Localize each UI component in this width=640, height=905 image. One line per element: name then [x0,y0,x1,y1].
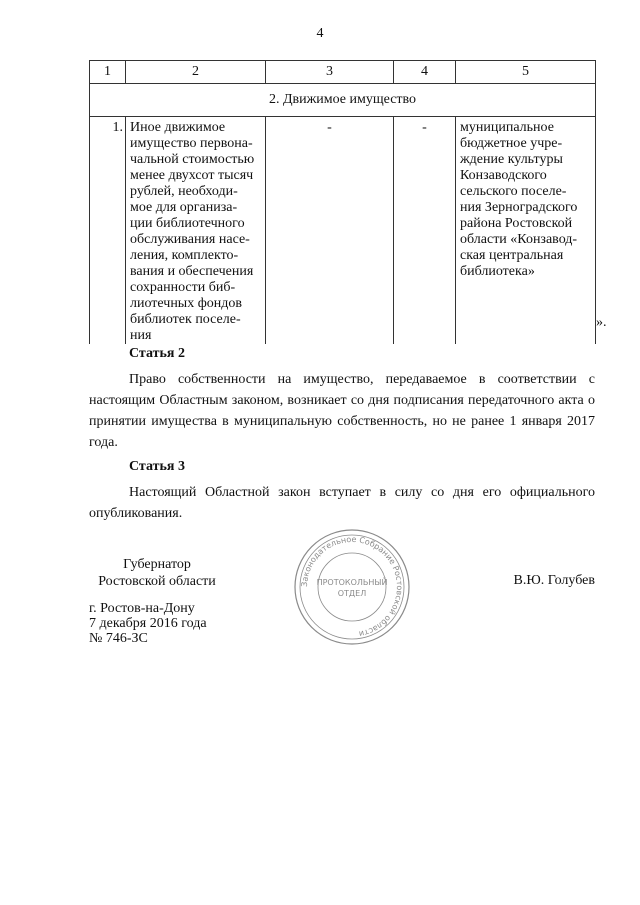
recipient-line: района Ростовской [460,216,573,231]
description-line: библиотек поселе- [130,312,241,327]
place-and-date [89,601,207,646]
recipient-line: муниципальное [460,120,554,135]
table-header-cell: 4 [394,61,456,84]
recipient-line: ния Зерноградского [460,200,578,215]
description-line: лиотечных фондов [130,296,243,311]
recipient-line: ская центральная [460,248,564,263]
row-col4: - [394,117,456,345]
table-row [90,117,596,345]
protocol-department-seal [292,527,412,647]
description-line: имущество первона- [130,136,253,151]
recipient-line: библиотека» [460,264,535,279]
recipient-line: Конзаводского [460,168,547,183]
table-header-row [90,61,596,84]
article-2-text: Право собственности на имущество, передаваемое в соответствии с настоящим Областным законом, возникает со дня подписания передаточного акта о принятии имущества в муниципальную собственность, но не ранее 1 января 2017 года. [89,372,595,450]
description-line: ции библиотечного [130,216,245,231]
description-line: ния [130,328,152,343]
article-3-title: Статья 3 [129,459,185,474]
article-2-title: Статья 2 [129,346,185,361]
description-line: рублей, необходи- [130,184,238,199]
table-header-cell: 1 [90,61,126,84]
date: 7 декабря 2016 года [89,616,207,631]
table-header-cell: 5 [456,61,596,84]
description-line: менее двухсот тысяч [130,168,254,183]
description-line: вания и обеспечения [130,264,254,279]
description-line: обслуживания насе- [130,232,250,247]
signatory-name: В.Ю. Голубев [513,573,595,588]
table-header-cell: 3 [266,61,394,84]
row-number: 1. [90,117,126,345]
seal-ring-text: Законодательное Собрание Ростовской области [299,534,405,639]
row-col3: - [266,117,394,345]
governor-line: Губернатор [123,557,191,572]
seal-center-line-2: ОТДЕЛ [337,589,367,598]
recipient-line: ждение культуры [460,152,563,167]
governor-title [89,556,225,590]
recipient-line: области «Конзавод- [460,232,578,247]
table-section-row [90,84,596,117]
law-number: № 746-ЗС [89,631,148,646]
row-description [126,117,266,345]
article-3-text: Настоящий Областной закон вступает в силу со дня его официального опубликования. [89,485,595,521]
closing-quote: ». [596,315,607,330]
description-line: ления, комплекто- [130,248,239,263]
city: г. Ростов-на-Дону [89,601,195,616]
page-number: 4 [316,26,324,41]
section-title: 2. Движимое имущество [90,84,596,117]
row-recipient [456,117,596,345]
description-line: Иное движимое [130,120,226,135]
description-line: чальной стоимостью [130,152,255,167]
governor-line: Ростовской области [98,574,216,589]
description-line: сохранности биб- [130,280,236,295]
property-table [89,60,596,344]
recipient-line: бюджетное учре- [460,136,563,151]
description-line: мое для организа- [130,200,238,215]
seal-center-line-1: ПРОТОКОЛЬНЫЙ [316,578,388,587]
table-header-cell: 2 [126,61,266,84]
recipient-line: сельского поселе- [460,184,567,199]
